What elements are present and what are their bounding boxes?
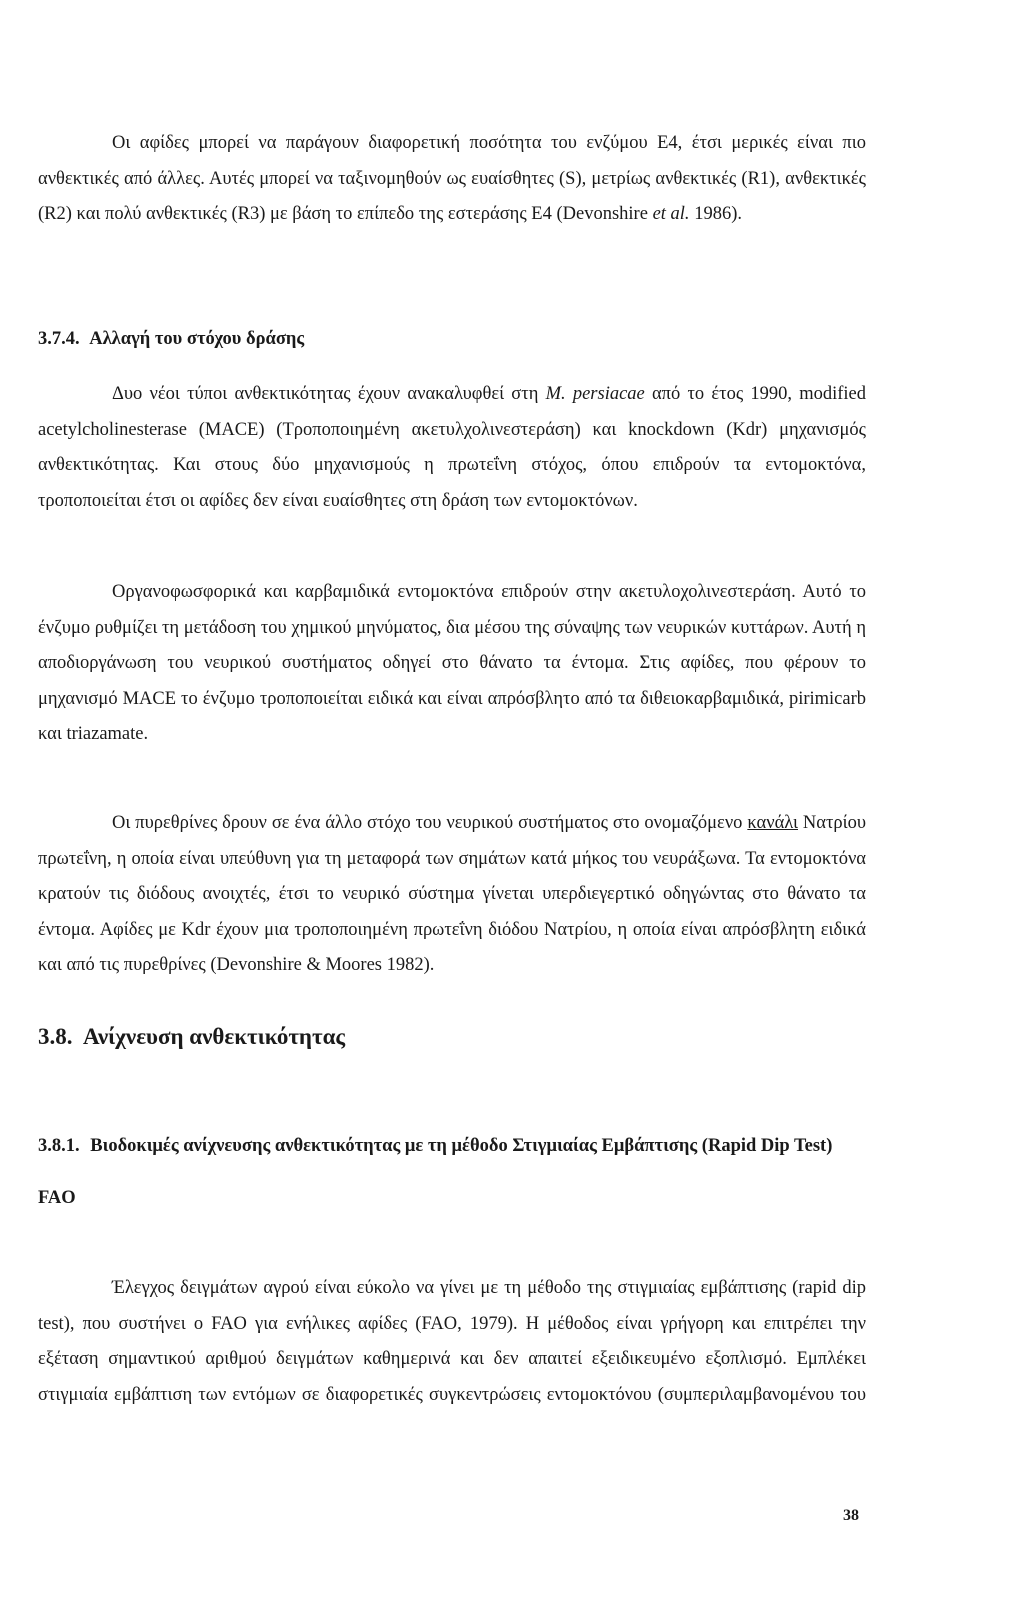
paragraph-text: από το έτος 1990, modified acetylcholinesterase (MACE) (Τροποποιημένη ακετυλχολινεστεράση) και knockdown (Kdr) μηχανισμός ανθεκτικότητας. Και στους δύο μηχανισμούς η πρωτεΐνη στόχος, όπου επιδρούν τα εντομοκτόνα, τροποποιείται έτσι οι αφίδες δεν είναι ευαίσθητες στη δράση των εντομοκτόνων.: [38, 384, 866, 511]
paragraph-text: Οι πυρεθρίνες δρουν σε ένα άλλο στόχο του νευρικού συστήματος στο ονομαζόμενο: [112, 813, 743, 833]
paragraph-organophosphates: [38, 575, 866, 753]
italic-species-name: M. persiacae: [545, 384, 645, 404]
heading-title: Ανίχνευση ανθεκτικότητας: [82, 1024, 346, 1049]
paragraph-resistance-types: [38, 377, 866, 519]
section-heading-3-8: [38, 1022, 345, 1052]
paragraph-pyrethrins: [38, 806, 866, 984]
paragraph-text: Νατρίου πρωτεΐνη, η οποία είναι υπεύθυνη για τη μεταφορά των σημάτων κατά μήκος του νευράξωνα. Τα εντομοκτόνα κρατούν τις διόδους ανοιχτές, έτσι το νευρικό σύστημα γίνεται υπερδιεγερτικό οδηγώντας στο θάνατο τα έντομα. Αφίδες με Kdr έχουν μια τροποποιημένη πρωτεΐνη διόδου Νατρίου, η οποία είναι απρόσβλητη ειδικά και από τις πυρεθρίνες (Devonshire & Moores 1982).: [38, 813, 867, 976]
underlined-word: κανάλι: [747, 813, 798, 833]
paragraph-text: Οι αφίδες μπορεί να παράγουν διαφορετική ποσότητα του ενζύμου Ε4, έτσι μερικές είναι πιο ανθεκτικές από άλλες. Αυτές μπορεί να ταξινομηθούν ως ευαίσθητες (S), μετρίως ανθεκτικές (R1), ανθεκτικές (R2) και πολύ ανθεκτικές (R3) με βάση το επίπεδο της εστεράσης Ε4 (Devonshire: [38, 133, 866, 225]
paragraph-rapid-dip-test: [38, 1271, 866, 1413]
page-number: 38: [843, 1507, 859, 1524]
paragraph-text: Δυο νέοι τύποι ανθεκτικότητας έχουν ανακαλυφθεί στη: [112, 384, 539, 404]
heading-number: 3.8.1.: [38, 1136, 80, 1156]
paragraph-text: Οργανοφωσφορικά και καρβαμιδικά εντομοκτόνα επιδρούν στην ακετυλοχολινεστεράση. Αυτό το ένζυμο ρυθμίζει τη μετάδοση του χημικού μηνύματος, δια μέσου της σύναψης των νευρικών κυττάρων. Αυτή η αποδιοργάνωση του νευρικού συστήματος οδηγεί στο θάνατο τα έντομα. Στις αφίδες, που φέρουν το μηχανισμό MACE το ένζυμο τροποποιείται ειδικά και είναι απρόσβλητο από τα διθειοκαρβαμιδικά, pirimicarb και triazamate.: [38, 582, 866, 745]
section-heading-3-7-4: [38, 322, 304, 358]
heading-number: 3.8.: [38, 1024, 73, 1049]
heading-title: Βιοδοκιμές ανίχνευσης ανθεκτικότητας με τη μέθοδο Στιγμιαίας Εμβάπτισης (Rapid Dip Test) FAO: [38, 1136, 833, 1208]
paragraph-esterase-levels: [38, 126, 866, 233]
paragraph-text: Έλεγχος δειγμάτων αγρού είναι εύκολο να γίνει με τη μέθοδο της στιγμιαίας εμβάπτισης (rapid dip test), που συστήνει ο FAO για ενήλικες αφίδες (FAO, 1979). Η μέθοδος είναι γρήγορη και επιτρέπει την εξέταση σημαντικού αριθμού δειγμάτων καθημερινά και δεν απαιτεί εξειδικευμένο εξοπλισμό. Εμπλέκει στιγμιαία εμβάπτιση των εντόμων σε διαφορετικές συγκεντρώσεις εντομοκτόνου (συμπεριλαμβανομένου του: [38, 1278, 866, 1405]
heading-number: 3.7.4.: [38, 329, 80, 349]
italic-citation: et al.: [652, 204, 690, 225]
section-heading-3-8-1: [38, 1120, 866, 1224]
heading-title: Αλλαγή του στόχου δράσης: [89, 329, 305, 349]
paragraph-text: 1986).: [694, 204, 742, 225]
